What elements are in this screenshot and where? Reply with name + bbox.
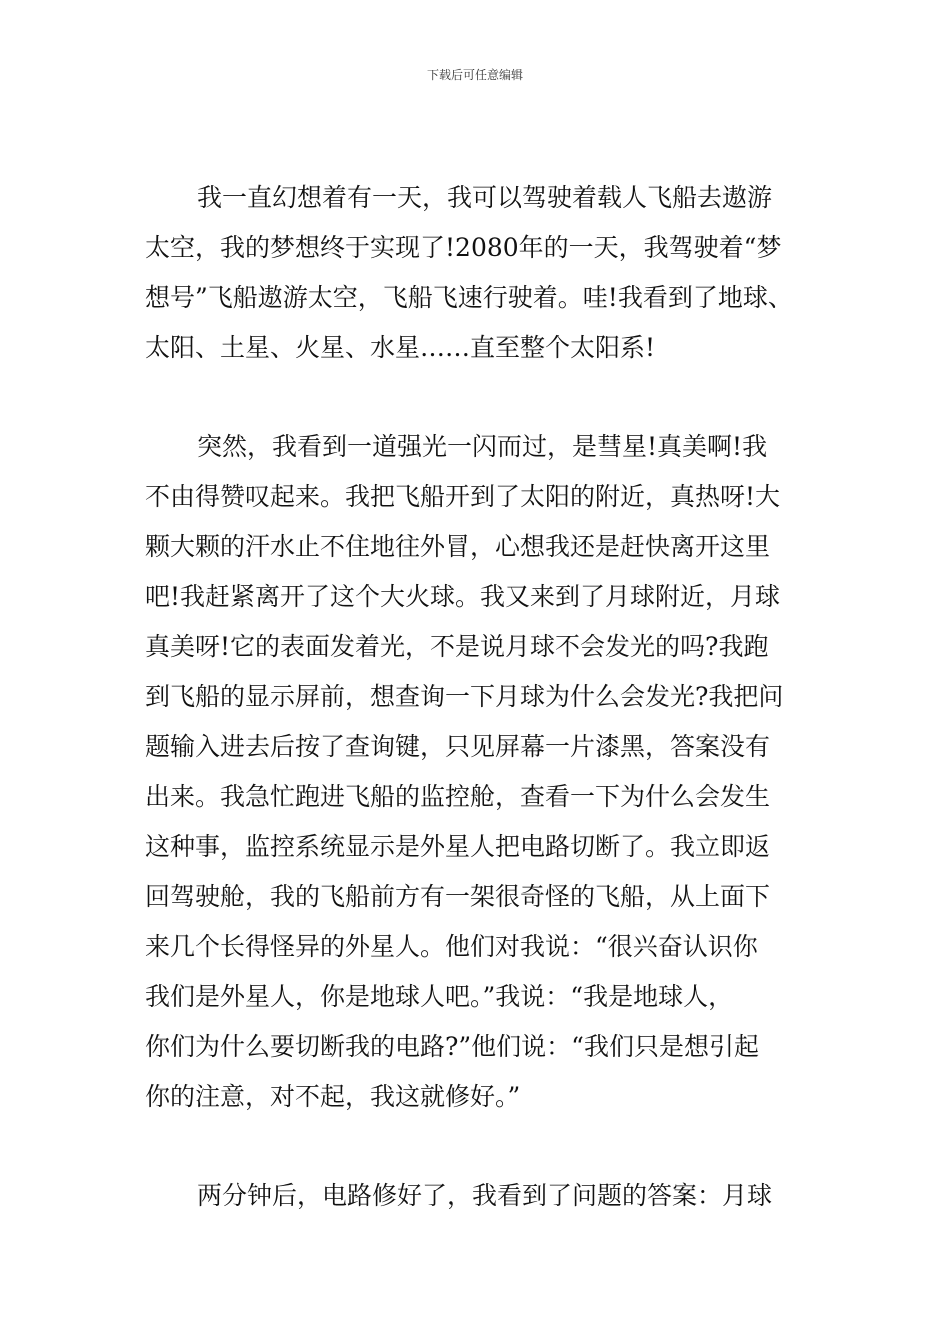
text-line: 我一直幻想着有一天，我可以驾驶着载人飞船去遨游 bbox=[197, 183, 773, 212]
text-line: 我们是外星人，你是地球人吧。”我说：“我是地球人， bbox=[145, 982, 734, 1011]
page-header: 下载后可任意编辑 bbox=[426, 68, 523, 82]
text-line: 你们为什么要切断我的电路?”他们说：“我们只是想引起 bbox=[145, 1032, 759, 1061]
text-line: 两分钟后，电路修好了，我看到了问题的答案：月球 bbox=[197, 1181, 773, 1210]
text-line: 到飞船的显示屏前，想查询一下月球为什么会发光?我把问 bbox=[145, 682, 784, 711]
text-line: 太空，我的梦想终于实现了!2080年的一天，我驾驶着“梦 bbox=[145, 233, 782, 262]
text-line: 颗大颗的汗水止不住地往外冒，心想我还是赶快离开这里 bbox=[145, 532, 771, 561]
text-line: 出来。我急忙跑进飞船的监控舱，查看一下为什么会发生 bbox=[145, 782, 771, 811]
text-line: 突然，我看到一道强光一闪而过，是彗星!真美啊!我 bbox=[197, 432, 768, 461]
text-line: 这种事，监控系统显示是外星人把电路切断了。我立即返 bbox=[145, 832, 771, 861]
text-line: 太阳、土星、火星、水星……直至整个太阳系! bbox=[145, 333, 656, 362]
text-line: 吧!我赶紧离开了这个大火球。我又来到了月球附近，月球 bbox=[145, 582, 781, 611]
text-line: 回驾驶舱，我的飞船前方有一架很奇怪的飞船，从上面下 bbox=[145, 882, 771, 911]
text-line: 来几个长得怪异的外星人。他们对我说：“很兴奋认识你 bbox=[145, 932, 758, 961]
text-line: 你的注意，对不起，我这就修好。” bbox=[145, 1082, 521, 1111]
text-line: 题输入进去后按了查询键，只见屏幕一片漆黑，答案没有 bbox=[145, 732, 771, 761]
text-line: 不由得赞叹起来。我把飞船开到了太阳的附近，真热呀!大 bbox=[145, 482, 781, 511]
text-line: 想号”飞船遨游太空，飞船飞速行驶着。哇!我看到了地球、 bbox=[145, 283, 793, 312]
text-line: 真美呀!它的表面发着光，不是说月球不会发光的吗?我跑 bbox=[145, 632, 769, 661]
